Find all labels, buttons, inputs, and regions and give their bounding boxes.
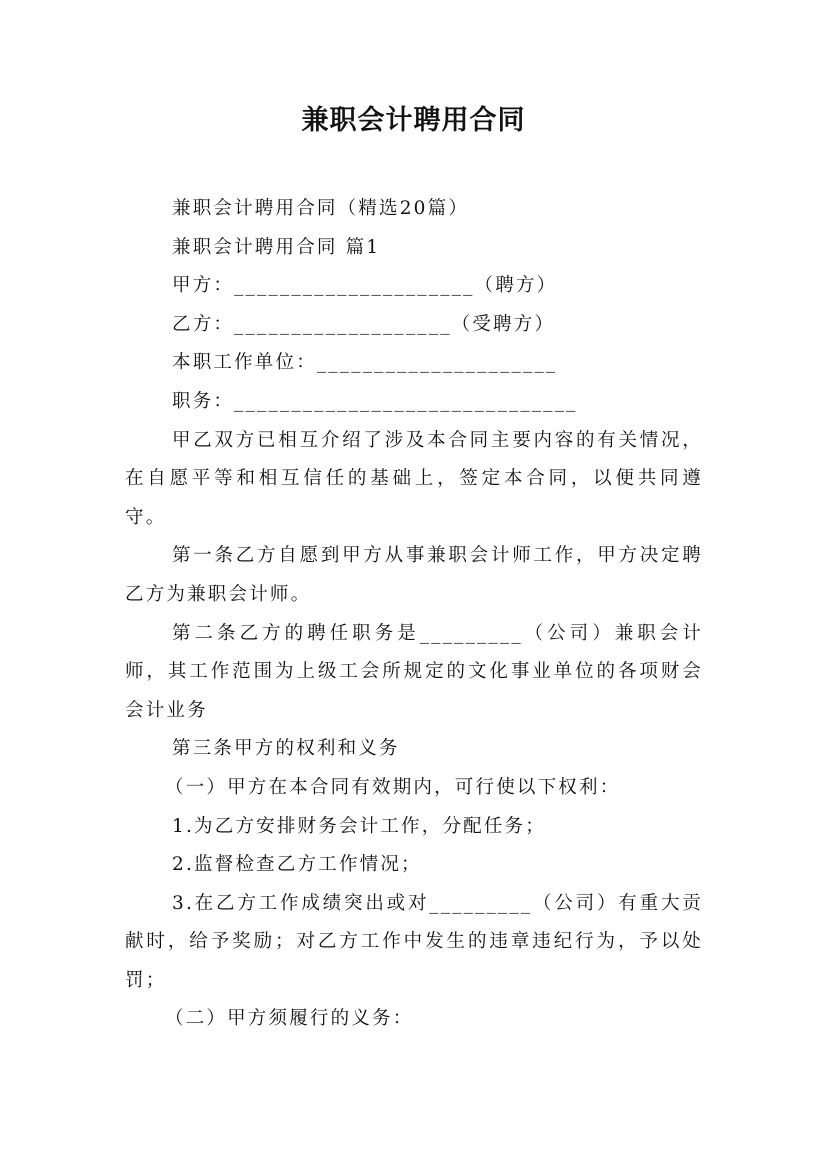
paragraph-article-1: 第一条乙方自愿到甲方从事兼职会计师工作，甲方决定聘乙方为兼职会计师。 — [125, 545, 703, 605]
document-title: 兼职会计聘用合同 — [301, 105, 526, 136]
paragraph-employer-unit: 本职工作单位：_____________________ — [172, 352, 558, 374]
paragraph-article-3: 第三条甲方的权利和义务 — [172, 738, 400, 760]
paragraph-right-3: 3.在乙方工作成绩突出或对_________（公司）有重大贡献时，给予奖励；对乙方工作中发生的违章违纪行为，予以处罚； — [125, 892, 703, 991]
paragraph-subtitle: 兼职会计聘用合同（精选20篇） — [172, 198, 470, 219]
paragraph-right-2: 2.监督检查乙方工作情况； — [172, 854, 422, 876]
paragraph-party-a: 甲方：_____________________（聘方） — [172, 275, 558, 297]
document-body — [125, 190, 703, 1039]
paragraph-party-b: 乙方：___________________（受聘方） — [172, 313, 556, 335]
paragraph-section-heading: 兼职会计聘用合同 篇1 — [172, 236, 381, 258]
paragraph-article-2: 第二条乙方的聘任职务是_________（公司）兼职会计师，其工作范围为上级工会所规定的文化事业单位的各项财会会计业务 — [125, 622, 703, 721]
paragraph-obligations-heading: （二）甲方须履行的义务： — [165, 1008, 414, 1030]
paragraph-preamble: 甲乙双方已相互介绍了涉及本合同主要内容的有关情况，在自愿平等和相互信任的基础上，签定本合同，以便共同遵守。 — [125, 429, 703, 528]
paragraph-position: 职务：______________________________ — [172, 390, 578, 412]
paragraph-right-1: 1.为乙方安排财务会计工作，分配任务； — [172, 815, 546, 837]
paragraph-rights-heading: （一）甲方在本合同有效期内，可行使以下权利： — [165, 776, 621, 798]
